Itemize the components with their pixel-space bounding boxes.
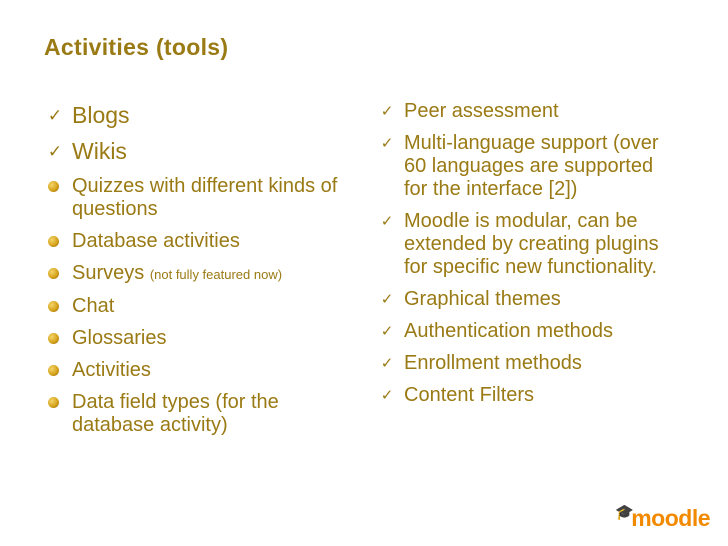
dot-icon bbox=[48, 333, 59, 344]
list-item-text: Peer assessment bbox=[404, 100, 559, 122]
list-item-text: Database activities bbox=[72, 230, 240, 252]
checkmark-icon: ✓ bbox=[380, 213, 394, 230]
checkmark-icon: ✓ bbox=[380, 135, 394, 152]
list-item-text: Enrollment methods bbox=[404, 352, 582, 374]
checkmark-icon: ✓ bbox=[380, 103, 394, 120]
left-bullet-list bbox=[44, 100, 364, 437]
list-item-text: Quizzes with different kinds of questions bbox=[72, 175, 338, 220]
right-bullet-list bbox=[376, 100, 676, 407]
checkmark-icon: ✓ bbox=[380, 355, 394, 372]
list-item bbox=[376, 132, 676, 201]
list-item bbox=[376, 100, 676, 123]
list-item bbox=[44, 359, 364, 382]
dot-icon bbox=[48, 365, 59, 376]
slide-title: Activities (tools) bbox=[44, 34, 229, 60]
list-item bbox=[44, 136, 364, 166]
list-item-text: Authentication methods bbox=[404, 320, 614, 342]
list-item-note: (not fully featured now) bbox=[149, 267, 283, 282]
list-item-text: Wikis bbox=[72, 138, 127, 164]
dot-icon bbox=[48, 236, 59, 247]
checkmark-icon: ✓ bbox=[47, 106, 63, 125]
checkmark-icon: ✓ bbox=[380, 291, 394, 308]
list-item-text: Moodle is modular, can be extended by creating plugins for specific new functionality. bbox=[404, 210, 659, 278]
list-item bbox=[376, 320, 676, 343]
checkmark-icon: ✓ bbox=[380, 323, 394, 340]
graduation-cap-icon: 🎓 bbox=[615, 504, 634, 521]
list-item-text: Graphical themes bbox=[404, 288, 561, 310]
list-item-text: Glossaries bbox=[72, 327, 167, 349]
list-item bbox=[376, 288, 676, 311]
moodle-logo bbox=[615, 504, 710, 532]
checkmark-icon: ✓ bbox=[47, 142, 63, 161]
list-item bbox=[44, 230, 364, 253]
list-item-text: Chat bbox=[72, 295, 115, 317]
list-item bbox=[376, 210, 676, 279]
list-item bbox=[44, 295, 364, 318]
list-item-text: Surveys bbox=[72, 262, 145, 284]
checkmark-icon: ✓ bbox=[380, 387, 394, 404]
list-item bbox=[44, 391, 364, 437]
list-item bbox=[44, 327, 364, 350]
dot-icon bbox=[48, 181, 59, 192]
list-item bbox=[376, 352, 676, 375]
list-item bbox=[44, 262, 364, 286]
list-item bbox=[44, 100, 364, 130]
dot-icon bbox=[48, 268, 59, 279]
dot-icon bbox=[48, 397, 59, 408]
logo-text: moodle bbox=[631, 505, 710, 531]
list-item bbox=[44, 175, 364, 221]
list-item-text: Activities bbox=[72, 359, 151, 381]
list-item-text: Content Filters bbox=[404, 384, 535, 406]
list-item-text: Blogs bbox=[72, 102, 130, 128]
list-item bbox=[376, 384, 676, 407]
list-item-text: Multi-language support (over 60 languages are supported for the interface [2]) bbox=[404, 132, 659, 200]
list-item-text: Data field types (for the database activity) bbox=[72, 391, 279, 436]
dot-icon bbox=[48, 301, 59, 312]
